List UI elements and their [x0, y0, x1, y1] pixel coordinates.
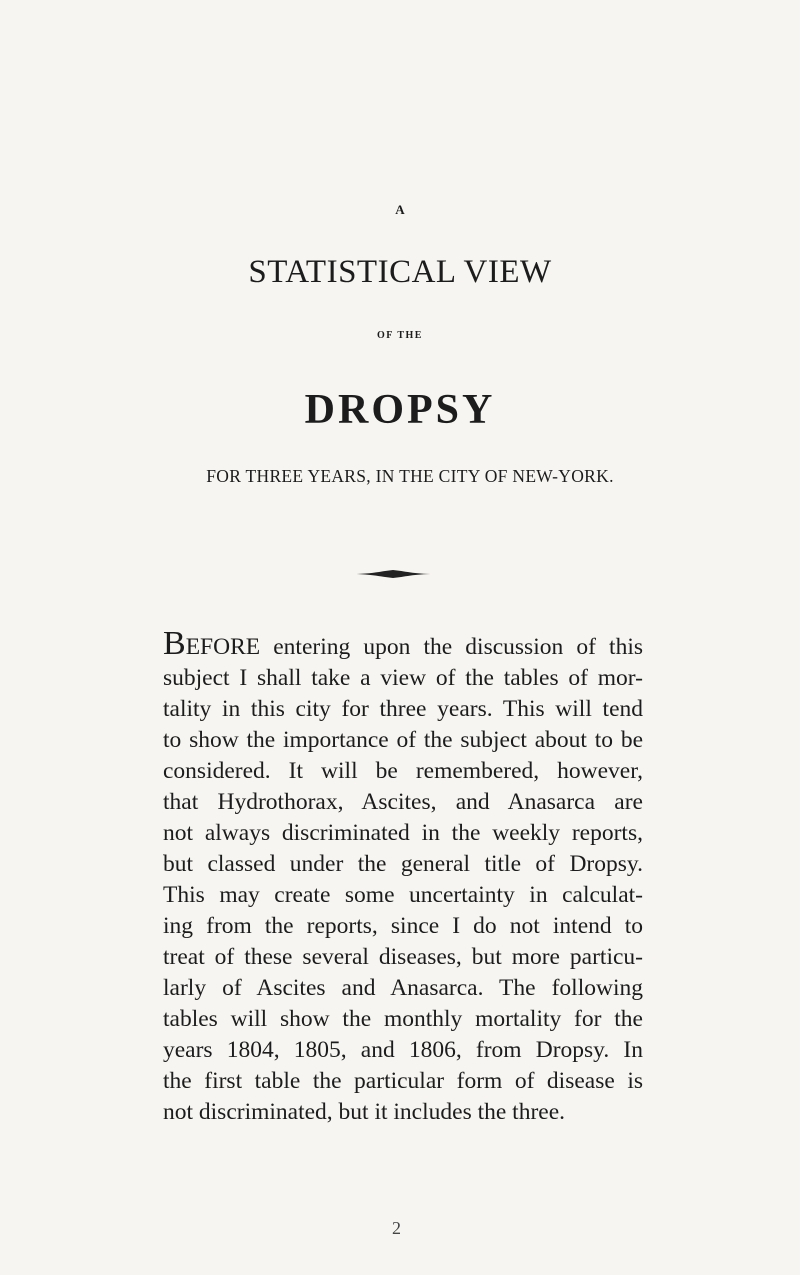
text-line: the first table the particular form of disease is — [163, 1068, 643, 1094]
text-line: not discriminated, but it includes the three. — [163, 1099, 566, 1125]
subtitle: FOR THREE YEARS, IN THE CITY OF NEW-YORK. — [206, 466, 614, 486]
title-subject: DROPSY — [304, 387, 496, 433]
text-line: BEFORE entering upon the discussion of this — [163, 625, 643, 662]
text-line: subject I shall take a view of the tables of mor- — [163, 665, 643, 691]
text-line: ing from the reports, since I do not intend to — [163, 913, 643, 939]
page-title: STATISTICAL VIEW — [248, 254, 552, 290]
body-paragraph — [163, 625, 643, 1128]
drop-cap: B — [163, 625, 186, 662]
pre-title: A — [395, 202, 405, 217]
ornament-rule-icon — [352, 568, 434, 580]
text-line: larly of Ascites and Anasarca. The following — [163, 975, 643, 1001]
text-line: considered. It will be remembered, however, — [163, 758, 643, 784]
text-line: not always discriminated in the weekly reports, — [163, 820, 643, 846]
text-line: but classed under the general title of Dropsy. — [163, 851, 643, 877]
text-line: This may create some uncertainty in calculat- — [163, 882, 643, 908]
text-line: years 1804, 1805, and 1806, from Dropsy. In — [163, 1037, 643, 1063]
text-line: treat of these several diseases, but more particu- — [163, 944, 643, 970]
text-line: that Hydrothorax, Ascites, and Anasarca are — [163, 789, 643, 815]
title-connector: OF THE — [377, 330, 423, 341]
text-line: tality in this city for three years. This will tend — [163, 696, 643, 722]
signature-mark: 2 — [392, 1218, 401, 1238]
text-line: tables will show the monthly mortality for the — [163, 1006, 643, 1032]
text-line: to show the importance of the subject about to be — [163, 727, 643, 753]
